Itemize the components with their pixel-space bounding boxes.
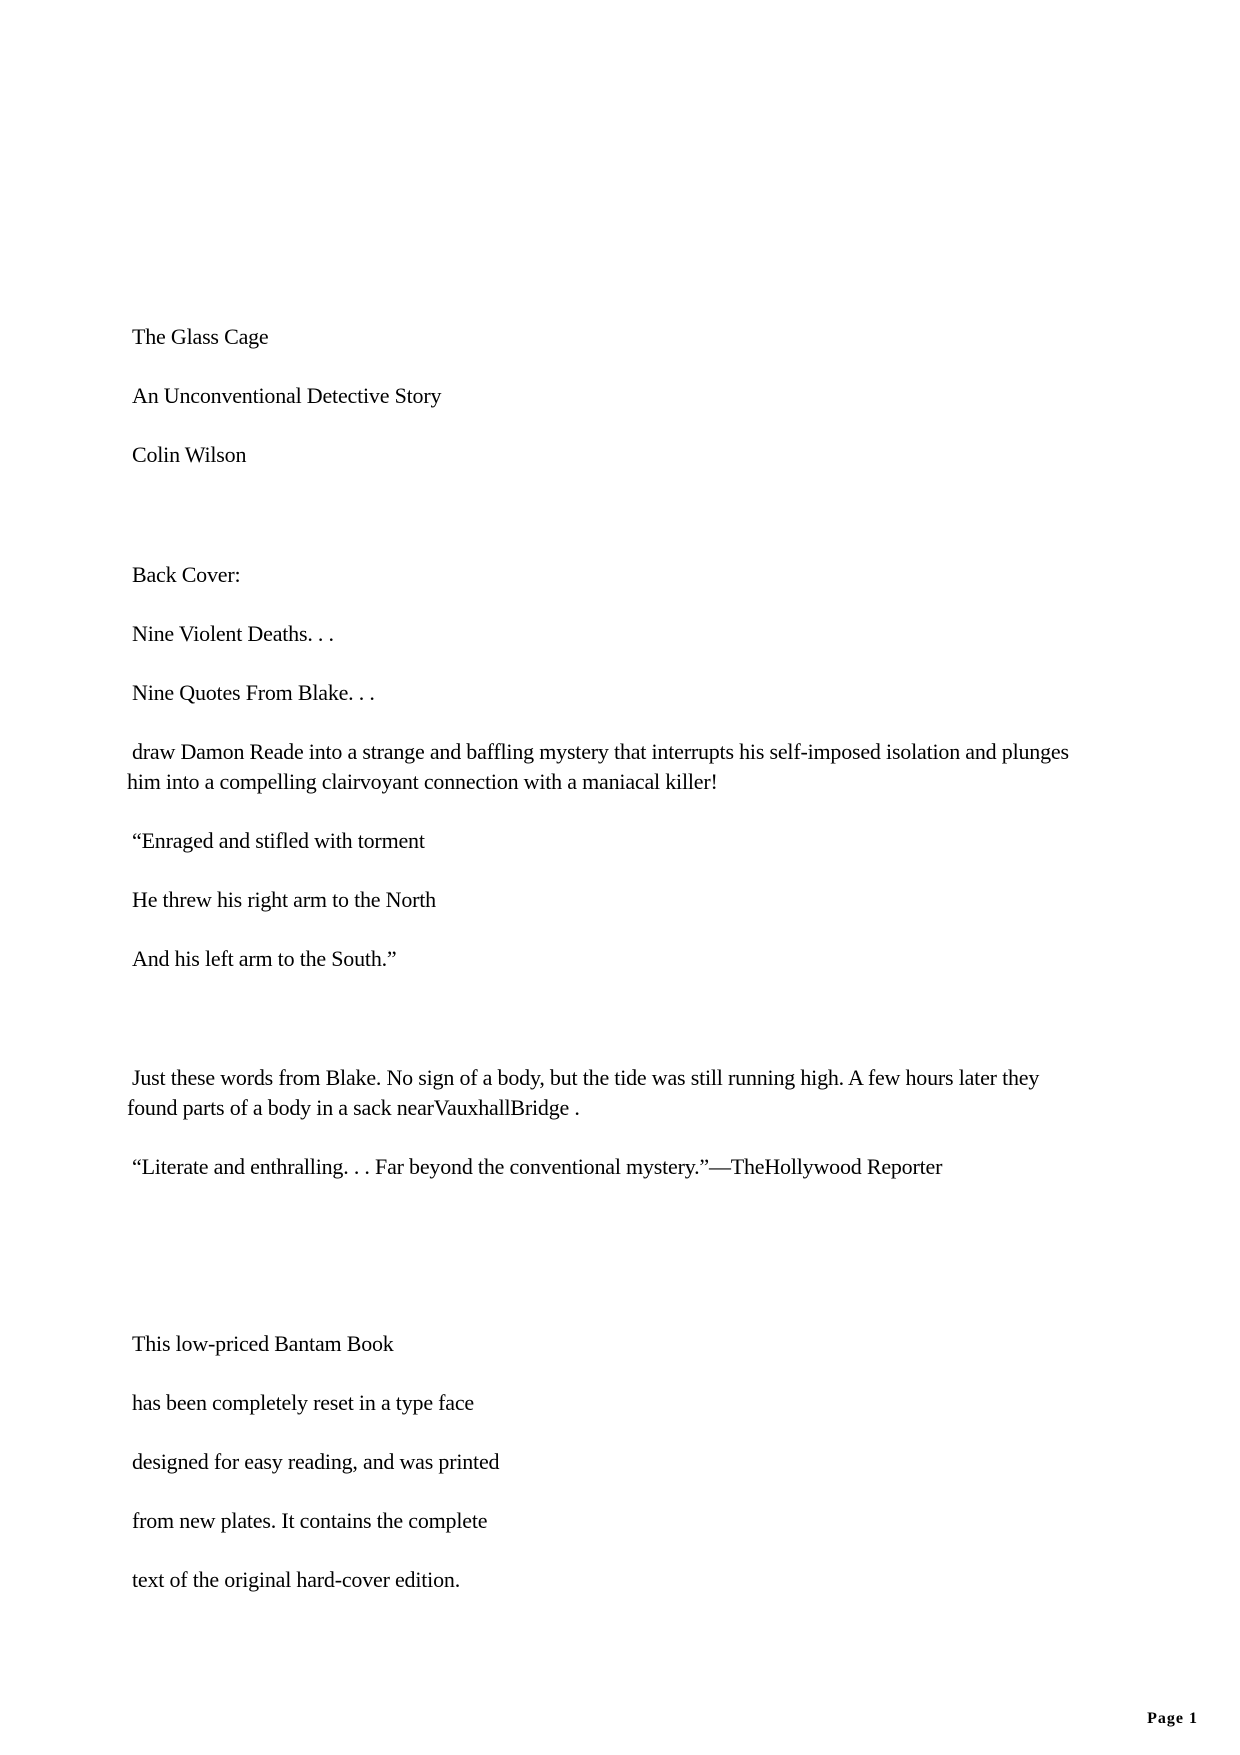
blurb-paragraph (127, 737, 1087, 797)
review-quote: “Literate and enthralling. . . Far beyond the conventional mystery.”—TheHollywood Reporter (132, 1154, 943, 1179)
edition-notice-line-4: from new plates. It contains the complete (132, 1508, 488, 1533)
edition-notice-line-1: This low-priced Bantam Book (132, 1331, 394, 1356)
page-number: Page 1 (1147, 1710, 1198, 1727)
book-author: Colin Wilson (132, 442, 247, 467)
quote-line-3: And his left arm to the South.” (132, 946, 397, 971)
book-title: The Glass Cage (132, 324, 269, 349)
teaser-line-2: Nine Quotes From Blake. . . (132, 680, 375, 705)
quote-line-2: He threw his right arm to the North (132, 887, 436, 912)
edition-notice-line-5: text of the original hard-cover edition. (132, 1567, 460, 1592)
teaser-line-1: Nine Violent Deaths. . . (132, 621, 334, 646)
story-paragraph (127, 1063, 1087, 1123)
back-cover-heading: Back Cover: (132, 562, 241, 587)
quote-line-1: “Enraged and stifled with torment (132, 828, 425, 853)
edition-notice-line-2: has been completely reset in a type face (132, 1390, 475, 1415)
edition-notice-line-3: designed for easy reading, and was printed (132, 1449, 500, 1474)
blurb-text: draw Damon Reade into a strange and baffling mystery that interrupts his self-imposed isolation and plunges him into a compelling clairvoyant connection with a maniacal killer! (127, 739, 1069, 794)
story-text: Just these words from Blake. No sign of a body, but the tide was still running high. A few hours later they found parts of a body in a sack nearVauxhallBridge . (127, 1065, 1040, 1120)
book-subtitle: An Unconventional Detective Story (132, 383, 442, 408)
